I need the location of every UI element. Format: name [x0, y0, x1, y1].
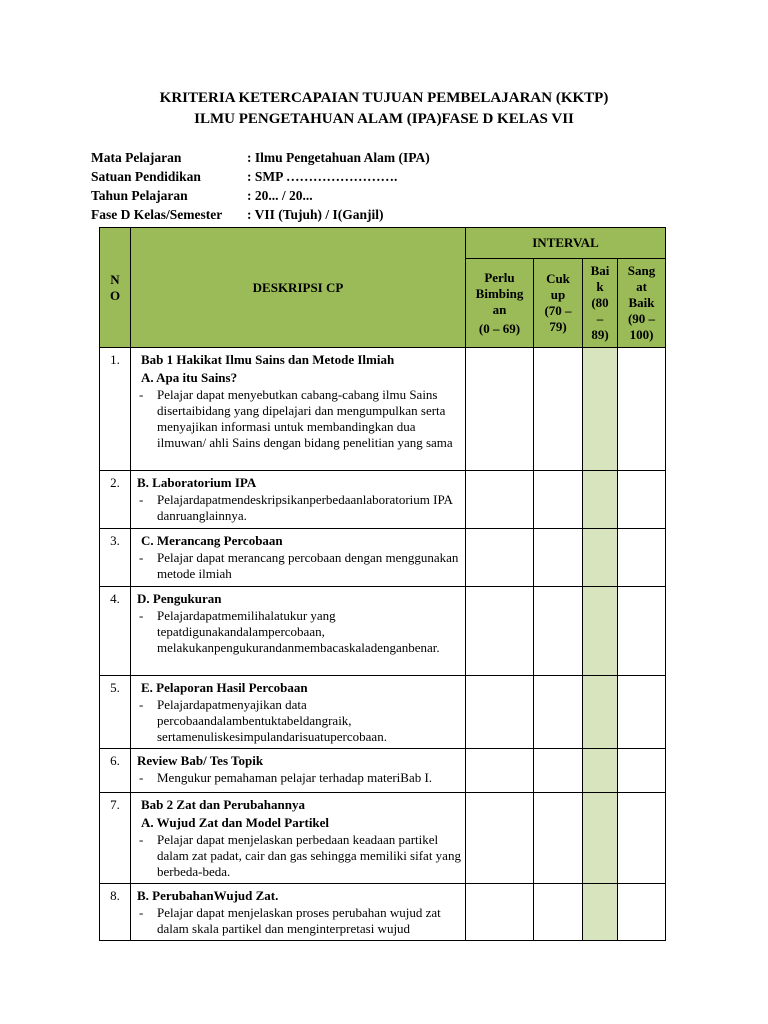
- cell-sangat-baik[interactable]: [618, 749, 666, 793]
- row-number: 6.: [100, 749, 131, 793]
- row-description: [131, 676, 466, 749]
- meta-value: : SMP …………………….: [247, 169, 398, 184]
- row-number: 1.: [100, 348, 131, 471]
- cell-cukup[interactable]: [534, 348, 583, 471]
- cell-perlu-bimbingan[interactable]: [466, 884, 534, 941]
- cell-baik[interactable]: [583, 884, 618, 941]
- row-number: 3.: [100, 529, 131, 587]
- cell-cukup[interactable]: [534, 676, 583, 749]
- row-heading: E. Pelaporan Hasil Percobaan: [141, 680, 308, 695]
- header-interval: INTERVAL: [466, 228, 666, 259]
- row-heading: Bab 1 Hakikat Ilmu Sains dan Metode Ilmiah: [141, 352, 395, 367]
- row-number: 8.: [100, 884, 131, 941]
- cell-baik[interactable]: [583, 676, 618, 749]
- row-description: [131, 793, 466, 884]
- cell-cukup[interactable]: [534, 471, 583, 529]
- cell-sangat-baik[interactable]: [618, 587, 666, 676]
- row-bullet: - Pelajar dapat menjelaskan proses perubahan wujud zat dalam skala partikel dan menginterpretasi wujud: [137, 905, 461, 937]
- cell-cukup[interactable]: [534, 529, 583, 587]
- row-heading: B. PerubahanWujud Zat.: [137, 888, 279, 903]
- document-subtitle: ILMU PENGETAHUAN ALAM (IPA)FASE D KELAS VII: [194, 111, 574, 127]
- row-heading: A. Apa itu Sains?: [141, 370, 238, 385]
- cell-sangat-baik[interactable]: [618, 471, 666, 529]
- row-description: [131, 529, 466, 587]
- row-heading: C. Merancang Percobaan: [141, 533, 283, 548]
- row-description: [131, 749, 466, 793]
- row-bullet: - Pelajar dapat menjelaskan perbedaan keadaan partikel dalam zat padat, cair dan gas sehingga memiliki sifat yang berbeda-beda.: [137, 832, 461, 880]
- row-bullet: - Pelajardapatmenyajikan data percobaandalambentuktabeldangraik, sertamenuliskesimpulandarisuatupercobaan.: [137, 697, 461, 745]
- meta-label: Tahun Pelajaran: [91, 188, 188, 203]
- header-interval-cukup: Cuk up (70 – 79): [534, 259, 583, 348]
- table-row: [100, 348, 666, 471]
- row-bullet: - Mengukur pemahaman pelajar terhadap materiBab I.: [137, 770, 461, 786]
- row-description: [131, 884, 466, 941]
- row-number: 7.: [100, 793, 131, 884]
- table-row: [100, 749, 666, 793]
- table-row: [100, 676, 666, 749]
- header-interval-baik: Bai k (80 – 89): [583, 259, 618, 348]
- cell-baik[interactable]: [583, 471, 618, 529]
- cell-cukup[interactable]: [534, 884, 583, 941]
- header-description: DESKRIPSI CP: [131, 228, 466, 348]
- row-heading: B. Laboratorium IPA: [137, 475, 257, 490]
- meta-label: Mata Pelajaran: [91, 150, 182, 165]
- meta-label: Fase D Kelas/Semester: [91, 207, 223, 222]
- row-bullet: - Pelajardapatmemilihalatukur yang tepatdigunakandalampercobaan, melakukanpengukurandanmembacaskaladenganbenar.: [137, 608, 461, 656]
- table-row: [100, 884, 666, 941]
- cell-perlu-bimbingan[interactable]: [466, 793, 534, 884]
- cell-sangat-baik[interactable]: [618, 348, 666, 471]
- table-row: [100, 529, 666, 587]
- row-description: [131, 471, 466, 529]
- row-description: [131, 587, 466, 676]
- cell-baik[interactable]: [583, 587, 618, 676]
- cell-sangat-baik[interactable]: [618, 676, 666, 749]
- cell-cukup[interactable]: [534, 749, 583, 793]
- cell-perlu-bimbingan[interactable]: [466, 749, 534, 793]
- cell-perlu-bimbingan[interactable]: [466, 676, 534, 749]
- row-bullet: - Pelajar dapat merancang percobaan dengan menggunakan metode ilmiah: [137, 550, 461, 582]
- row-heading: A. Wujud Zat dan Model Partikel: [141, 815, 330, 830]
- cell-sangat-baik[interactable]: [618, 884, 666, 941]
- table-row: [100, 793, 666, 884]
- cell-perlu-bimbingan[interactable]: [466, 348, 534, 471]
- row-number: 4.: [100, 587, 131, 676]
- meta-value: : Ilmu Pengetahuan Alam (IPA): [247, 150, 430, 165]
- cell-cukup[interactable]: [534, 587, 583, 676]
- header-no: N O: [100, 228, 131, 348]
- header-interval-perlu-bimbingan: Perlu Bimbing an (0 – 69): [466, 259, 534, 348]
- cell-perlu-bimbingan[interactable]: [466, 471, 534, 529]
- cell-baik[interactable]: [583, 348, 618, 471]
- meta-value: : VII (Tujuh) / I(Ganjil): [247, 207, 384, 222]
- row-heading: D. Pengukuran: [137, 591, 222, 606]
- cell-sangat-baik[interactable]: [618, 793, 666, 884]
- table-row: [100, 587, 666, 676]
- kktp-table: [99, 227, 666, 941]
- row-number: 5.: [100, 676, 131, 749]
- cell-perlu-bimbingan[interactable]: [466, 587, 534, 676]
- cell-cukup[interactable]: [534, 793, 583, 884]
- cell-sangat-baik[interactable]: [618, 529, 666, 587]
- cell-baik[interactable]: [583, 529, 618, 587]
- row-number: 2.: [100, 471, 131, 529]
- table-row: [100, 471, 666, 529]
- meta-value: : 20... / 20...: [247, 188, 313, 203]
- cell-perlu-bimbingan[interactable]: [466, 529, 534, 587]
- cell-baik[interactable]: [583, 793, 618, 884]
- document-title: KRITERIA KETERCAPAIAN TUJUAN PEMBELAJARAN (KKTP): [159, 90, 609, 106]
- cell-baik[interactable]: [583, 749, 618, 793]
- header-interval-sangat-baik: Sang at Baik (90 – 100): [618, 259, 666, 348]
- row-heading: Bab 2 Zat dan Perubahannya: [141, 797, 305, 812]
- meta-label: Satuan Pendidikan: [91, 169, 201, 184]
- row-heading: Review Bab/ Tes Topik: [137, 753, 264, 768]
- row-description: [131, 348, 466, 471]
- row-bullet: - Pelajar dapat menyebutkan cabang-cabang ilmu Sains disertaibidang yang dipelajari dan mengumpulkan serta menyajikan informasi untuk membandingkan dua ilmuwan/ ahli Sains dengan bidang penelitian yang sama: [137, 387, 461, 451]
- row-bullet: - Pelajardapatmendeskripsikanperbedaanlaboratorium IPA danruanglainnya.: [137, 492, 461, 524]
